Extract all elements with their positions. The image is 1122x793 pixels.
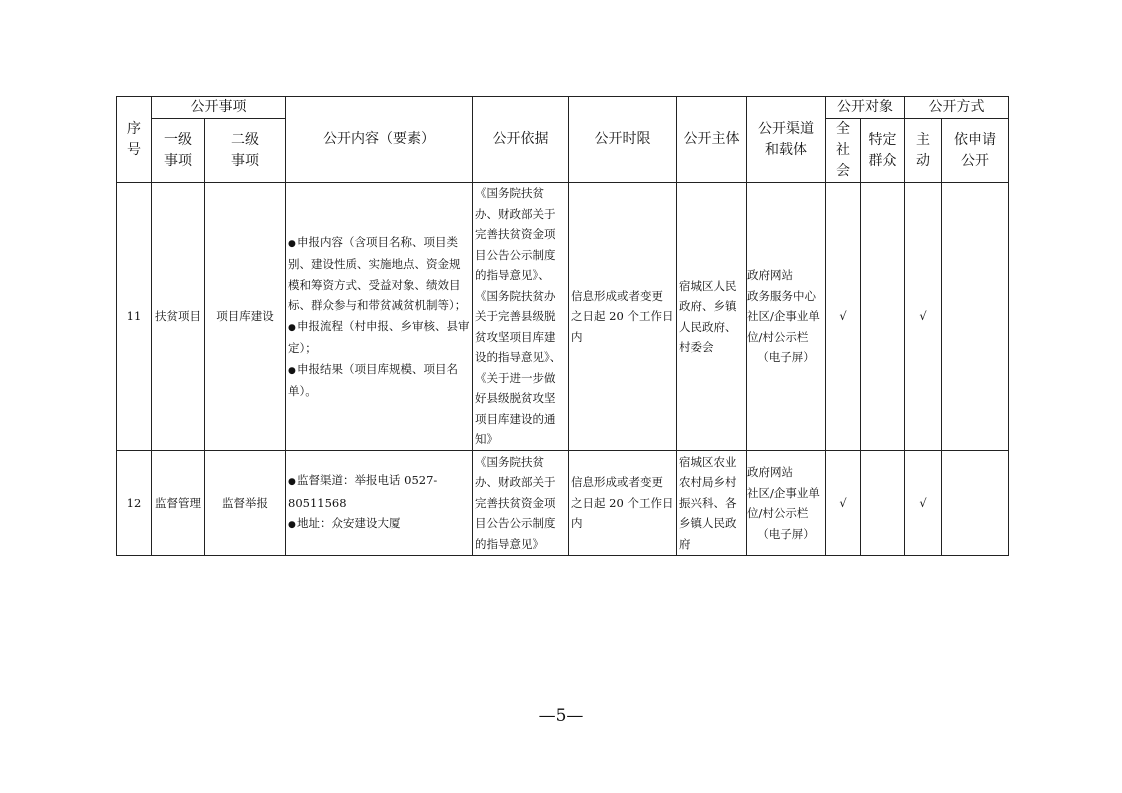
channel-line: （电子屏） bbox=[757, 526, 815, 541]
header-row-top bbox=[117, 97, 1009, 119]
bullet-icon: ● bbox=[288, 477, 296, 488]
channel-line: 政府网站 bbox=[747, 465, 793, 479]
header-specific-groups-text: 特定群众 bbox=[868, 131, 897, 169]
content-list bbox=[288, 232, 470, 402]
table-row bbox=[117, 451, 1009, 556]
header-subject: 公开主体 bbox=[677, 97, 747, 183]
header-object-group: 公开对象 bbox=[826, 97, 905, 119]
header-channel-text: 公开渠道和载体 bbox=[758, 120, 814, 158]
row-seq: 11 bbox=[117, 183, 152, 451]
header-active-text: 主动 bbox=[916, 131, 930, 169]
content-item-text: 申报结果（项目库规模、项目名单）。 bbox=[288, 361, 458, 398]
header-level1 bbox=[152, 119, 205, 183]
row-active-check: √ bbox=[905, 183, 942, 451]
header-level1-text: 一级事项 bbox=[164, 131, 192, 169]
disclosure-table bbox=[116, 96, 1009, 556]
channel-line: 政务服务中心 bbox=[747, 288, 816, 303]
row-channel bbox=[747, 451, 826, 556]
list-item bbox=[288, 513, 470, 536]
row-level1: 扶贫项目 bbox=[152, 183, 205, 451]
row-basis: 《国务院扶贫办、财政部关于完善扶贫资金项目公告公示制度的指导意见》、《国务院扶贫办关于完善县级脱贫攻坚项目库建设的指导意见》、《关于进一步做好县级脱贫攻坚项目库建设的通知》 bbox=[473, 183, 569, 451]
header-basis: 公开依据 bbox=[473, 97, 569, 183]
row-level1: 监督管理 bbox=[152, 451, 205, 556]
row-specific-groups-check bbox=[861, 183, 905, 451]
row-seq: 12 bbox=[117, 451, 152, 556]
list-item bbox=[288, 359, 470, 402]
bullet-icon: ● bbox=[288, 238, 296, 249]
row-content bbox=[286, 183, 473, 451]
page-number: —5— bbox=[538, 706, 584, 726]
row-time-limit: 信息形成或者变更之日起 20 个工作日内 bbox=[569, 451, 677, 556]
content-item-text: 地址：众安建设大厦 bbox=[297, 516, 401, 531]
row-basis: 《国务院扶贫办、财政部关于完善扶贫资金项目公告公示制度的指导意见》 bbox=[473, 451, 569, 556]
header-level2 bbox=[205, 119, 286, 183]
header-specific-groups bbox=[861, 119, 905, 183]
row-whole-society-check: √ bbox=[826, 183, 861, 451]
header-level2-text: 二级事项 bbox=[231, 131, 259, 169]
header-on-request-text: 依申请公开 bbox=[954, 131, 996, 169]
row-level2: 项目库建设 bbox=[205, 183, 286, 451]
row-content bbox=[286, 451, 473, 556]
header-method-group: 公开方式 bbox=[905, 97, 1009, 119]
header-time-limit: 公开时限 bbox=[569, 97, 677, 183]
row-on-request-check bbox=[942, 451, 1009, 556]
channel-line: 社区/企事业单位/村公示栏 bbox=[747, 309, 820, 344]
header-on-request bbox=[942, 119, 1009, 183]
row-specific-groups-check bbox=[861, 451, 905, 556]
table-row bbox=[117, 183, 1009, 451]
header-items-group: 公开事项 bbox=[152, 97, 286, 119]
header-active bbox=[905, 119, 942, 183]
header-whole-society-text: 全社会 bbox=[836, 121, 850, 179]
row-subject: 宿城区人民政府、乡镇人民政府、村委会 bbox=[677, 183, 747, 451]
bullet-icon: ● bbox=[288, 322, 296, 333]
channel-line: 政府网站 bbox=[747, 268, 793, 283]
header-channel bbox=[747, 97, 826, 183]
row-time-limit: 信息形成或者变更之日起 20 个工作日内 bbox=[569, 183, 677, 451]
list-item bbox=[288, 470, 470, 513]
header-seq-text: 序号 bbox=[127, 120, 141, 158]
content-item-text: 监督渠道：举报电话 0527-80511568 bbox=[288, 473, 438, 510]
content-item-text: 申报流程（村申报、乡审核、县审定）； bbox=[288, 318, 470, 355]
row-active-check: √ bbox=[905, 451, 942, 556]
row-subject: 宿城区农业农村局乡村振兴科、各乡镇人民政府 bbox=[677, 451, 747, 556]
header-content: 公开内容（要素） bbox=[286, 97, 473, 183]
list-item bbox=[288, 232, 470, 316]
bullet-icon: ● bbox=[288, 365, 296, 376]
content-list bbox=[288, 470, 470, 536]
row-on-request-check bbox=[942, 183, 1009, 451]
row-level2: 监督举报 bbox=[205, 451, 286, 556]
header-whole-society bbox=[826, 119, 861, 183]
channel-line: （电子屏） bbox=[757, 350, 815, 365]
row-channel bbox=[747, 183, 826, 451]
content-item-text: 申报内容（含项目名称、项目类别、建设性质、实施地点、资金规模和筹资方式、受益对象、绩效目标、群众参与和带贫减贫机制等）； bbox=[288, 234, 467, 312]
bullet-icon: ● bbox=[288, 520, 296, 531]
header-seq bbox=[117, 97, 152, 183]
channel-line: 社区/企事业单位/村公示栏 bbox=[747, 485, 820, 520]
list-item bbox=[288, 316, 470, 359]
row-whole-society-check: √ bbox=[826, 451, 861, 556]
